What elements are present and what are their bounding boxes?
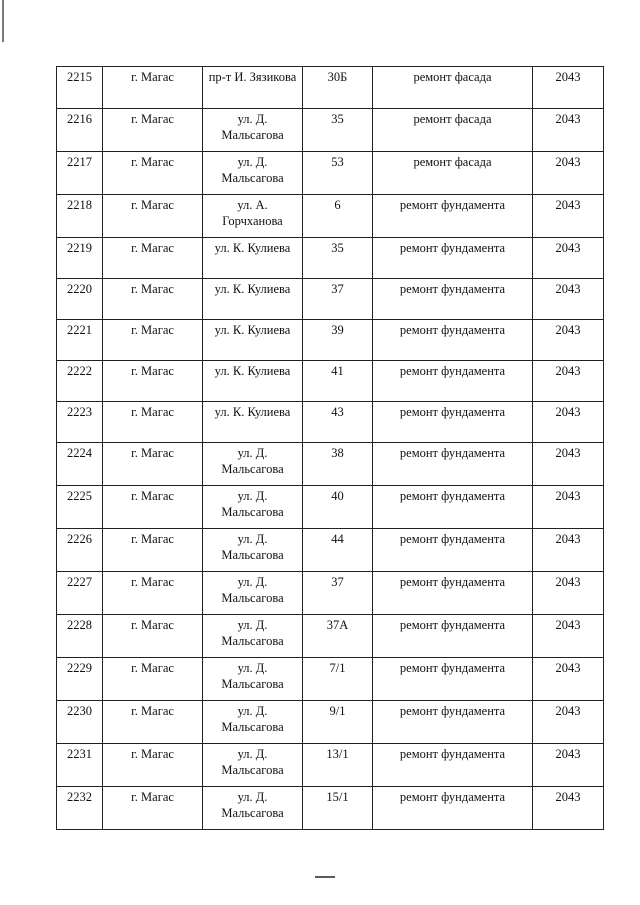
table-row [57,443,604,486]
street-cell: ул. Д. Мальсагова [203,109,303,152]
row-number-cell: 2215 [57,67,103,109]
row-number-cell: 2221 [57,320,103,361]
work-type-cell: ремонт фасада [373,109,533,152]
work-type-cell: ремонт фундамента [373,658,533,701]
street-cell: ул. Д. Мальсагова [203,615,303,658]
row-number-cell: 2224 [57,443,103,486]
table-row [57,67,604,109]
table-row [57,238,604,279]
house-number-cell: 37 [303,279,373,320]
table-row [57,744,604,787]
house-number-cell: 44 [303,529,373,572]
city-cell: г. Магас [103,152,203,195]
city-cell: г. Магас [103,443,203,486]
table-row [57,402,604,443]
table-row [57,615,604,658]
street-cell: ул. К. Кулиева [203,320,303,361]
street-cell: ул. Д. Мальсагова [203,443,303,486]
year-cell: 2043 [533,529,604,572]
row-number-cell: 2228 [57,615,103,658]
street-cell: ул. К. Кулиева [203,279,303,320]
year-cell: 2043 [533,279,604,320]
work-type-cell: ремонт фундамента [373,279,533,320]
year-cell: 2043 [533,238,604,279]
year-cell: 2043 [533,67,604,109]
work-type-cell: ремонт фундамента [373,615,533,658]
work-type-cell: ремонт фундамента [373,443,533,486]
street-cell: ул. Д. Мальсагова [203,701,303,744]
work-type-cell: ремонт фундамента [373,320,533,361]
house-number-cell: 9/1 [303,701,373,744]
table-row [57,152,604,195]
street-cell: ул. Д. Мальсагова [203,787,303,830]
house-number-cell: 37 [303,572,373,615]
work-type-cell: ремонт фундамента [373,238,533,279]
table-row [57,361,604,402]
house-number-cell: 37А [303,615,373,658]
table-row [57,572,604,615]
work-type-cell: ремонт фундамента [373,787,533,830]
row-number-cell: 2227 [57,572,103,615]
city-cell: г. Магас [103,320,203,361]
year-cell: 2043 [533,658,604,701]
city-cell: г. Магас [103,402,203,443]
table-row [57,320,604,361]
row-number-cell: 2225 [57,486,103,529]
work-type-cell: ремонт фундамента [373,744,533,787]
repair-schedule-table [56,66,604,830]
row-number-cell: 2216 [57,109,103,152]
city-cell: г. Магас [103,238,203,279]
house-number-cell: 13/1 [303,744,373,787]
work-type-cell: ремонт фасада [373,67,533,109]
row-number-cell: 2223 [57,402,103,443]
year-cell: 2043 [533,195,604,238]
work-type-cell: ремонт фундамента [373,195,533,238]
street-cell: ул. К. Кулиева [203,402,303,443]
work-type-cell: ремонт фундамента [373,572,533,615]
house-number-cell: 40 [303,486,373,529]
year-cell: 2043 [533,486,604,529]
house-number-cell: 6 [303,195,373,238]
street-cell: ул. К. Кулиева [203,361,303,402]
city-cell: г. Магас [103,361,203,402]
house-number-cell: 38 [303,443,373,486]
year-cell: 2043 [533,572,604,615]
work-type-cell: ремонт фундамента [373,402,533,443]
work-type-cell: ремонт фундамента [373,361,533,402]
city-cell: г. Магас [103,67,203,109]
row-number-cell: 2231 [57,744,103,787]
house-number-cell: 39 [303,320,373,361]
row-number-cell: 2220 [57,279,103,320]
house-number-cell: 30Б [303,67,373,109]
work-type-cell: ремонт фасада [373,152,533,195]
table-row [57,279,604,320]
year-cell: 2043 [533,109,604,152]
table-body [57,67,604,830]
table-row [57,529,604,572]
row-number-cell: 2229 [57,658,103,701]
street-cell: ул. Д. Мальсагова [203,152,303,195]
house-number-cell: 41 [303,361,373,402]
street-cell: ул. К. Кулиева [203,238,303,279]
row-number-cell: 2219 [57,238,103,279]
table-row [57,787,604,830]
house-number-cell: 53 [303,152,373,195]
table-row [57,486,604,529]
year-cell: 2043 [533,320,604,361]
year-cell: 2043 [533,787,604,830]
city-cell: г. Магас [103,529,203,572]
street-cell: ул. Д. Мальсагова [203,572,303,615]
work-type-cell: ремонт фундамента [373,529,533,572]
city-cell: г. Магас [103,744,203,787]
city-cell: г. Магас [103,572,203,615]
row-number-cell: 2217 [57,152,103,195]
row-number-cell: 2232 [57,787,103,830]
table-row [57,109,604,152]
row-number-cell: 2218 [57,195,103,238]
year-cell: 2043 [533,443,604,486]
work-type-cell: ремонт фундамента [373,701,533,744]
city-cell: г. Магас [103,195,203,238]
street-cell: ул. А. Горчханова [203,195,303,238]
year-cell: 2043 [533,361,604,402]
row-number-cell: 2226 [57,529,103,572]
scan-edge-mark [2,0,4,42]
city-cell: г. Магас [103,615,203,658]
table-row [57,701,604,744]
house-number-cell: 7/1 [303,658,373,701]
table-row [57,195,604,238]
year-cell: 2043 [533,744,604,787]
year-cell: 2043 [533,615,604,658]
street-cell: ул. Д. Мальсагова [203,744,303,787]
year-cell: 2043 [533,402,604,443]
page-number-mark [315,876,335,878]
house-number-cell: 43 [303,402,373,443]
work-type-cell: ремонт фундамента [373,486,533,529]
city-cell: г. Магас [103,787,203,830]
year-cell: 2043 [533,701,604,744]
row-number-cell: 2230 [57,701,103,744]
city-cell: г. Магас [103,658,203,701]
street-cell: ул. Д. Мальсагова [203,529,303,572]
street-cell: пр-т И. Зязикова [203,67,303,109]
house-number-cell: 35 [303,238,373,279]
table-row [57,658,604,701]
row-number-cell: 2222 [57,361,103,402]
city-cell: г. Магас [103,701,203,744]
city-cell: г. Магас [103,279,203,320]
street-cell: ул. Д. Мальсагова [203,658,303,701]
street-cell: ул. Д. Мальсагова [203,486,303,529]
city-cell: г. Магас [103,109,203,152]
house-number-cell: 15/1 [303,787,373,830]
house-number-cell: 35 [303,109,373,152]
year-cell: 2043 [533,152,604,195]
city-cell: г. Магас [103,486,203,529]
